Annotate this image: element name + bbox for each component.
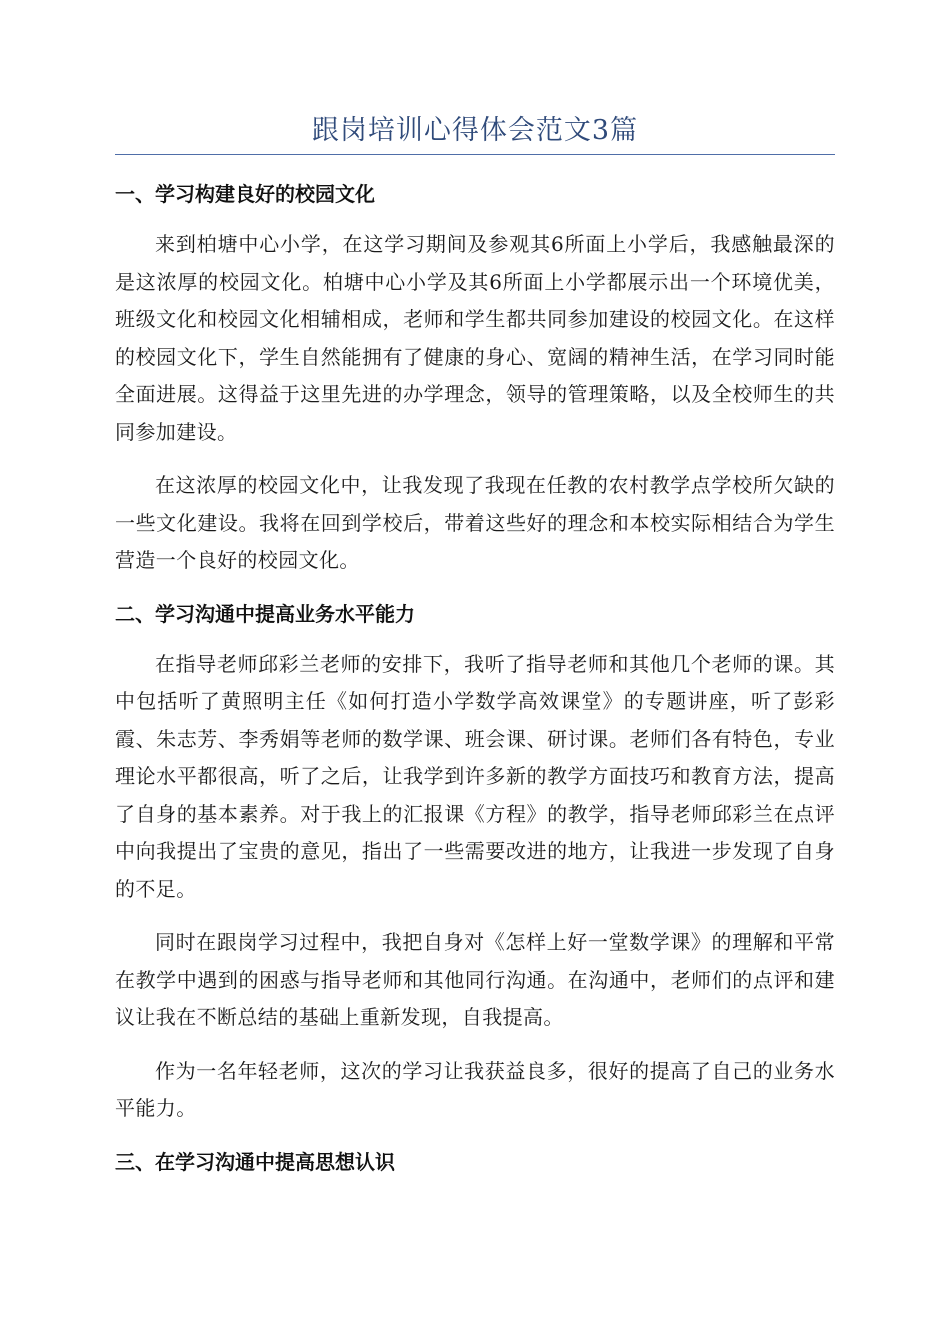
section-heading: 三、在学习沟通中提高思想认识 — [115, 1149, 395, 1174]
section-2 — [115, 596, 835, 1128]
document-body — [115, 176, 835, 1194]
paragraph: 同时在跟岗学习过程中，我把自身对《怎样上好一堂数学课》的理解和平常在教学中遇到的困惑与指导老师和其他同行沟通。在沟通中，老师们的点评和建议让我在不断总结的基础上重新发现，自我提高。 — [115, 930, 835, 1029]
section-heading: 一、学习构建良好的校园文化 — [115, 182, 375, 206]
section-1 — [115, 176, 835, 580]
section-3 — [115, 1144, 835, 1180]
paragraph: 在指导老师邱彩兰老师的安排下，我听了指导老师和其他几个老师的课。其中包括听了黄照明主任《如何打造小学数学高效课堂》的专题讲座，听了彭彩霞、朱志芳、李秀娟等老师的数学课、班会课、研讨课。老师们各有特色，专业理论水平都很高，听了之后，让我学到许多新的教学方面技巧和教育方法，提高了自身的基本素养。对于我上的汇报课《方程》的教学，指导老师邱彩兰在点评中向我提出了宝贵的意见，指出了一些需要改进的地方，让我进一步发现了自身的不足。 — [115, 651, 835, 901]
paragraph: 在这浓厚的校园文化中，让我发现了我现在任教的农村教学点学校所欠缺的一些文化建设。我将在回到学校后，带着这些好的理念和本校实际相结合为学生营造一个良好的校园文化。 — [115, 473, 835, 572]
section-heading: 二、学习沟通中提高业务水平能力 — [115, 601, 415, 626]
paragraph: 来到柏塘中心小学，在这学习期间及参观其6所面上小学后，我感触最深的是这浓厚的校园文化。柏塘中心小学及其6所面上小学都展示出一个环境优美，班级文化和校园文化相辅相成，老师和学生都共同参加建设的校园文化。在这样的校园文化下，学生自然能拥有了健康的身心、宽阔的精神生活，在学习同时能全面进展。这得益于这里先进的办学理念，领导的管理策略，以及全校师生的共同参加建设。 — [115, 232, 835, 444]
title-underline — [115, 154, 835, 155]
document-title: 跟岗培训心得体会范文3篇 — [311, 115, 639, 146]
title-block — [115, 112, 835, 155]
paragraph: 作为一名年轻老师，这次的学习让我获益良多，很好的提高了自己的业务水平能力。 — [115, 1058, 835, 1120]
